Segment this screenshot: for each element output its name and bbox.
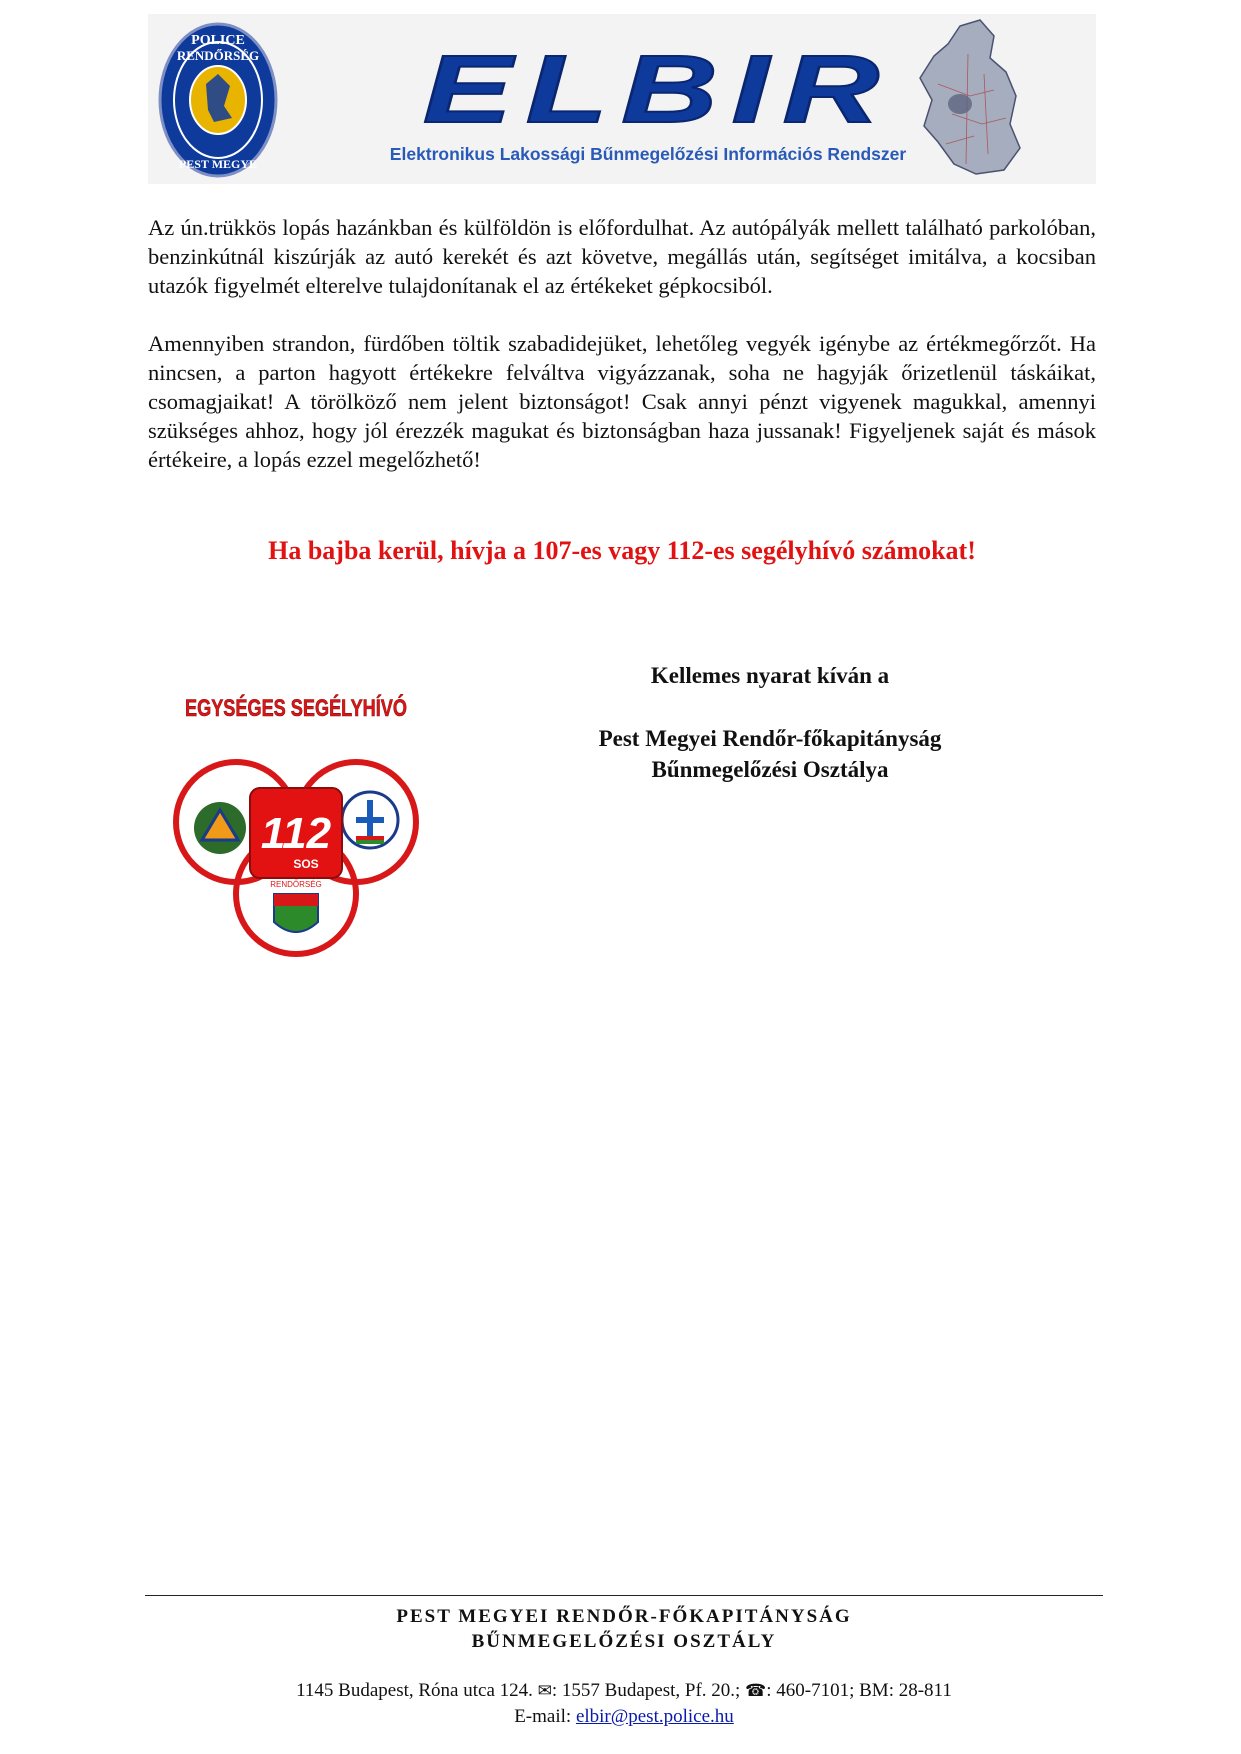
footer-org-name: PEST MEGYEI RENDŐR-FŐKAPITÁNYSÁG xyxy=(396,1606,852,1627)
footer-email-line xyxy=(145,1704,1103,1729)
footer-po-box: : 1557 Budapest, Pf. 20. xyxy=(551,1680,736,1701)
elbir-tagline: Elektronikus Lakossági Bűnmegelőzési Információs Rendszer xyxy=(389,144,907,164)
greeting-line-1: Kellemes nyarat kíván a xyxy=(650,663,890,688)
footer-email-label: E-mail: xyxy=(514,1706,572,1727)
112-sos-box xyxy=(250,788,342,878)
police-badge-logo xyxy=(160,24,276,176)
police-shield-emblem-icon xyxy=(270,880,322,932)
badge-top-text: POLICE xyxy=(191,33,245,48)
footer-contact xyxy=(145,1678,1103,1729)
body-paragraph-2: Amennyiben strandon, fürdőben töltik szabadidejüket, lehetőleg vegyék igénybe az értékmegőrzőt. Ha nincsen, a parton hagyott értékekre felváltva vigyázzanak, soha ne hagyják őrizetlenül táskáikat, csomagjaikat! A törölköző nem jelent biztonságot! Csak annyi pénzt vigyenek magukkal, amennyi szükséges ahhoz, hogy jól érezzék magukat és biztonságban haza jussanak! Figyeljenek saját és mások értékeire, a lopás ezzel megelőzhető! xyxy=(148,331,1096,472)
elbir-logo-text: ELBIR xyxy=(423,36,893,143)
footer-address-line: 1145 Budapest, Róna utca 124. ✉: 1557 Budapest, Pf. 20.; ☎: 460-7101; BM: 28-811 xyxy=(296,1680,952,1701)
footer-phone: : 460-7101; BM: 28-811 xyxy=(766,1680,952,1701)
footer-street-address: 1145 Budapest, Róna utca 124. xyxy=(296,1680,533,1701)
emergency-number: 112 xyxy=(260,809,332,858)
emergency-logo-title: EGYSÉGES SEGÉLYHÍVÓ xyxy=(185,695,479,722)
emergency-alert-text: Ha bajba kerül, hívja a 107-es vagy 112-es segélyhívó számokat! xyxy=(268,536,976,565)
footer-department: BŰNMEGELŐZÉSI OSZTÁLY xyxy=(471,1631,777,1652)
footer-divider xyxy=(145,1595,1103,1596)
greeting-line-2: Pest Megyei Rendőr-főkapitányság xyxy=(598,726,942,751)
phone-icon: ☎ xyxy=(745,1681,767,1701)
badge-main-text: RENDŐRSÉG xyxy=(176,48,260,63)
pest-county-map xyxy=(920,20,1020,174)
disaster-management-emblem-icon xyxy=(194,802,246,854)
ambulance-emblem-icon xyxy=(342,792,398,848)
elbir-logo xyxy=(348,36,906,164)
greeting-signature xyxy=(520,723,1020,785)
emergency-sos-label: SOS xyxy=(293,857,319,871)
emergency-112-logo xyxy=(170,680,479,980)
badge-bottom-text: PEST MEGYE xyxy=(178,157,258,171)
svg-text:RENDŐRSÉG: RENDŐRSÉG xyxy=(270,880,322,889)
elbir-header-banner xyxy=(148,14,1096,184)
body-paragraph-1: Az ún.trükkös lopás hazánkban és külföldön is előfordulhat. Az autópályák mellett található parkolóban, benzinkútnál kiszúrják az autó kerekét és azt követve, megállás után, segítséget imitálva, a kocsiban utazók figyelmét elterelve tulajdonítanak el az értékeket gépkocsiból. xyxy=(148,215,1096,298)
envelope-icon: ✉ xyxy=(537,1681,552,1701)
footer-email-link[interactable]: elbir@pest.police.hu xyxy=(575,1706,734,1727)
greeting-line-3: Bűnmegelőzési Osztálya xyxy=(651,757,889,782)
